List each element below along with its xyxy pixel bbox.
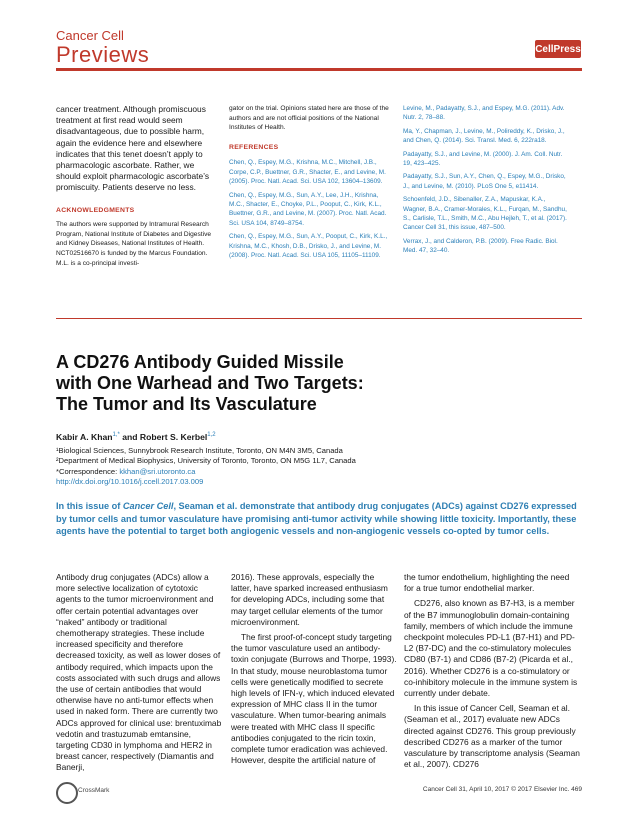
reference-item[interactable]: Chen, Q., Espey, M.G., Krishna, M.C., Mitchell, J.B., Corpe, C.P., Buettner, G.R., Shacter, E., and Levine, M. (2005). Proc. Natl. Acad. Sci. USA 102, 13604–13609. (229, 159, 386, 186)
references-heading: REFERENCES (229, 143, 279, 151)
body-paragraph: the tumor endothelium, highlighting the need for a true tumor endothelial marker. (404, 572, 570, 594)
title-line-3: The Tumor and Its Vasculature (56, 394, 317, 414)
correspondence-label: *Correspondence: (56, 466, 120, 476)
author-name: Kabir A. Khan (56, 432, 113, 442)
abstract-intro: In this issue of (56, 501, 123, 511)
reference-item[interactable]: Verrax, J., and Calderon, P.B. (2009). Free Radic. Biol. Med. 47, 32–40. (403, 237, 558, 255)
author-list (56, 432, 216, 442)
top-column-3 (403, 104, 567, 260)
top-column-2 (229, 104, 393, 264)
journal-name: Cancer Cell (56, 28, 124, 43)
body-paragraph: The first proof-of-concept study targeting the tumor vasculature used an antibody-toxin conjugate (Burrows and Thorpe, 1993). In that study, mouse neuroblastoma tumor cells were genetically modified to secrete high levels of IFN-γ, which induced elevated expression of MHC class II in the tumor vasculature. When tumor-bearing animals were treated with MHC class II specific antibodies conjugated to the ricin toxin, complete tumor eradication was achieved. However, despite the artificial nature of (231, 632, 397, 766)
author-name: Robert S. Kerbel (139, 432, 208, 442)
body-paragraph: 2016). These approvals, especially the latter, have sparked increased enthusiasm for developing ADCs, including some that may target cellular elements of the tumor microenvironment. (231, 572, 388, 627)
title-line-2: with One Warhead and Two Targets: (56, 373, 364, 393)
affiliation-2: ²Department of Medical Biophysics, University of Toronto, Toronto, ON M5G 1L7, Canada (56, 456, 356, 466)
abstract (56, 500, 582, 538)
affiliations (56, 446, 356, 488)
header-rule (56, 68, 582, 71)
body-column-1 (56, 572, 222, 774)
acknowledgments-text: The authors were supported by Intramural Research Program, National Institute of Diabetes and Digestive and Kidney Diseases, National Institutes of Health. NCT02516670 is funded by the Marcus Foundation. M.L. is a co-principal investi- (56, 221, 212, 267)
article-title (56, 352, 486, 415)
body-paragraph: Antibody drug conjugates (ADCs) allow a more selective localization of cytotoxic agents to the tumor microenvironment and offer certain potential advantages over “naked” antibody or traditional chemotherapy strategies. These include increased specificity and therefore decreased toxicity, as well as lower doses of antibody required, which impacts upon the costs associated with such drugs and allows the use of certain antibodies that would otherwise have no anti-tumor effects when used in naked form. There are currently two ADCs approved for clinical use: brentuximab vedotin and trastuzumab emtansine, targeting CD30 in lymphoma and HER2 in breast cancer, respectively (Diamantis and Banerji, (56, 572, 222, 773)
body-paragraph: In this issue of Cancer Cell, Seaman et al. (Seaman et al., 2017) evaluate new ADCs directed against CD276. This group previously described CD276 as a marker of the tumor vasculature by transcriptome analysis (Seaman et al., 2007). CD276 (404, 703, 580, 770)
reference-item[interactable]: Chen, Q., Espey, M.G., Sun, A.Y., Pooput, C., Kirk, K.L., Krishna, M.C., Khosh, D.B., Drisko, J., and Levine, M. (2008). Proc. Natl. Acad. Sci. USA 105, 11105–11109. (229, 233, 388, 260)
body-column-2 (231, 572, 397, 766)
footer-citation: Cancer Cell 31, April 10, 2017 © 2017 Elsevier Inc. 469 (422, 786, 582, 793)
body-column-3 (404, 572, 580, 770)
acknowledgments-continued: gator on the trial. Opinions stated here are those of the authors and are not official positions of the National Institutes of Health. (229, 105, 389, 132)
reference-item[interactable]: Chen, Q., Espey, M.G., Sun, A.Y., Lee, J.H., Krishna, M.C., Shacter, E., Choyke, P.L., Pooput, C., Kirk, K.L., Buettner, G.R., and Levine, M. (2007). Proc. Natl. Acad. Sci. USA 104, 8749–8754. (229, 191, 387, 227)
title-line-1: A CD276 Antibody Guided Missile (56, 352, 344, 372)
acknowledgments-heading: ACKNOWLEDGMENTS (56, 206, 135, 214)
doi-link[interactable]: http://dx.doi.org/10.1016/j.ccell.2017.03.009 (56, 477, 204, 487)
author-affiliation-marker[interactable]: 1,2 (207, 432, 216, 439)
author-conjunction: and (119, 432, 140, 442)
reference-item[interactable]: Levine, M., Padayatty, S.J., and Espey, M.G. (2011). Adv. Nutr. 2, 78–88. (403, 105, 565, 122)
crossmark-icon[interactable] (56, 782, 78, 804)
affiliation-1: ¹Biological Sciences, Sunnybrook Research Institute, Toronto, ON M4N 3M5, Canada (56, 446, 343, 455)
article-divider (56, 318, 582, 319)
reference-item[interactable]: Padayatty, S.J., and Levine, M. (2000). J. Am. Coll. Nutr. 19, 423–425. (403, 150, 563, 168)
abstract-journal: Cancer Cell (122, 501, 174, 511)
correspondence-email-link[interactable]: kkhan@sri.utoronto.ca (119, 466, 196, 476)
publisher-badge: CellPress (535, 40, 581, 58)
top-column-1 (56, 104, 218, 272)
section-title: Previews (56, 42, 150, 67)
reference-item[interactable]: Schoenfeld, J.D., Sibenaller, Z.A., Mapuskar, K.A., Wagner, B.A., Cramer-Morales, K.L., Furqan, M., Sandhu, S., Carlisle, T.L., Smith, M.C., Abu Hejleh, T., et al. (2017). Cancer Cell 31, this issue, 487–500. (403, 196, 567, 232)
reference-item[interactable]: Padayatty, S.J., Sun, A.Y., Chen, Q., Espey, M.G., Drisko, J., and Levine, M. (2010). PLoS One 5, e11414. (403, 173, 566, 190)
abstract-body: , Seaman et al. demonstrate that antibody drug conjugates (ADCs) against CD276 expressed by tumor cells and tumor vasculature have promising anti-tumor activity while showing little toxicity. Importantly, these agents have the potential to target both angiogenic vessels and non-angiogenic vessels co-opted by tumor cells. (56, 501, 577, 537)
author-affiliation-marker[interactable]: 1,* (112, 432, 120, 439)
crossmark-label: CrossMark (78, 787, 110, 794)
reference-item[interactable]: Ma, Y., Chapman, J., Levine, M., Polireddy, K., Drisko, J., and Chen, Q. (2014). Sci. Transl. Med. 6, 222ra18. (403, 127, 565, 145)
correspondence (56, 467, 356, 477)
closing-paragraph: cancer treatment. Although promiscuous treatment at first read would seem disadvantageous, due to possible harm, again the evidence here and elsewhere indicates that this tenet doesn’t apply to pharmacologic ascorbate. Rather, we should exploit pharmacologic ascorbate’s promiscuity. Patients deserve no less. (56, 104, 210, 193)
body-paragraph: CD276, also known as B7-H3, is a member of the B7 immunoglobulin domain-containing family, members of which include the immune checkpoint molecules PD-L1 (B7-H1) and PD-L2 (B7-DC) and the co-stimulatory molecules CD80 (B7-1) and CD86 (B7-2) (Picarda et al., 2016). Whether CD276 is a co-stimulatory or co-inhibitory molecule in the immune system is currently under debate. (404, 598, 578, 699)
